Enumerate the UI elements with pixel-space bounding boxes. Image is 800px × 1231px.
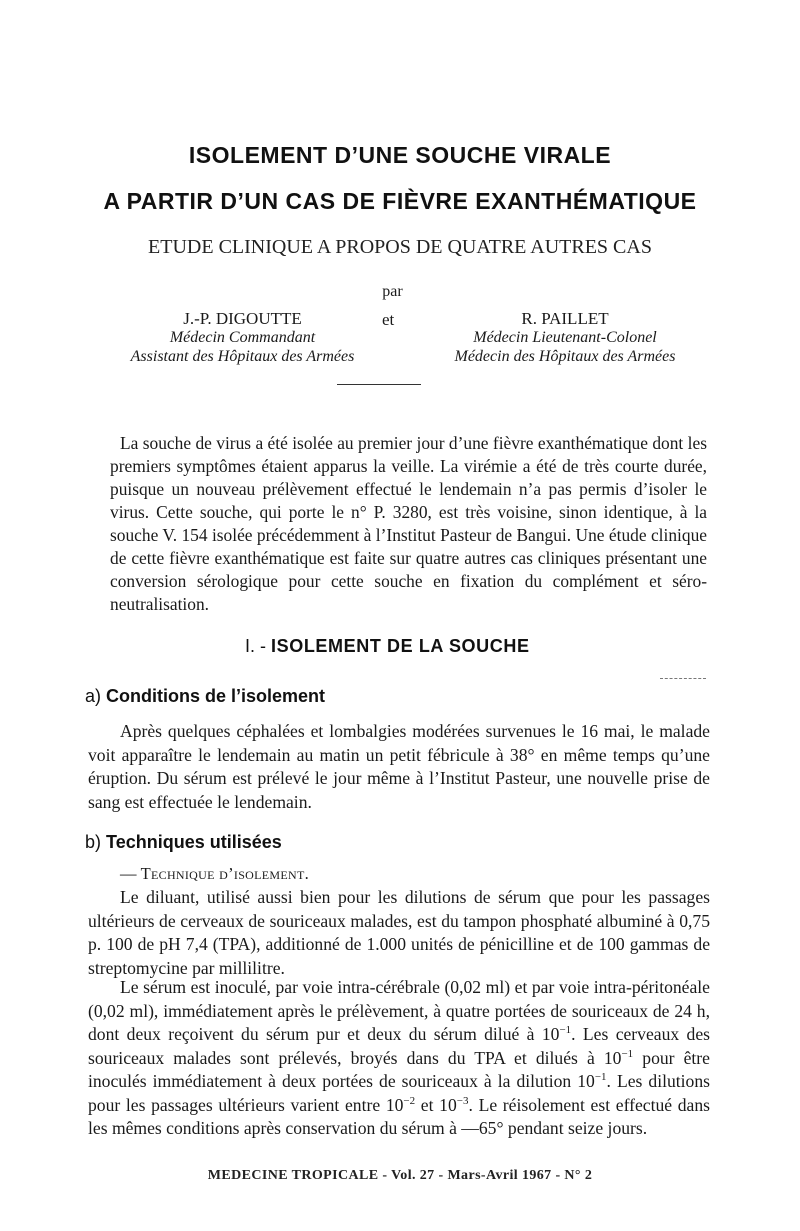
para2-text-1: Le sérum est inoculé, par voie intra-cérébrale (0,02 ml) et par voie intra-péritonéale (0,02 ml), immédiatement après le prélèvement, à quatre portées de souriceaux de 24 h, dont deux reçoivent du sérum pur et deux du sérum dilué à 10 bbox=[88, 977, 710, 1044]
exponent-3: −1 bbox=[594, 1071, 607, 1084]
technique-label-text: Technique d’isolement. bbox=[140, 864, 310, 883]
para2-text-5: et 10 bbox=[415, 1094, 457, 1115]
subsection-b-paragraph-2 bbox=[88, 976, 710, 1141]
author-2-name: R. PAILLET bbox=[521, 309, 609, 328]
exponent-4: −2 bbox=[403, 1094, 416, 1107]
exponent-2: −1 bbox=[621, 1047, 634, 1060]
article-subtitle: ETUDE CLINIQUE A PROPOS DE QUATRE AUTRES CAS bbox=[148, 236, 652, 258]
byline-et: et bbox=[382, 310, 395, 329]
technique-label bbox=[120, 864, 309, 884]
technique-dash: — bbox=[120, 864, 137, 883]
subsection-b-letter: b) bbox=[85, 832, 102, 852]
author-1-role-1: Médecin Commandant bbox=[169, 329, 316, 346]
subsection-a-title: Conditions de l’isolement bbox=[106, 686, 326, 706]
author-2 bbox=[410, 309, 720, 366]
section-heading bbox=[245, 636, 530, 657]
author-1-name: J.-P. DIGOUTTE bbox=[183, 309, 302, 328]
para2-text-2: . Les cerveaux des souriceaux malades sont prélevés, broyés dans du TPA et dilués à 10 bbox=[88, 1024, 710, 1068]
section-title: ISOLEMENT DE LA SOUCHE bbox=[271, 636, 530, 656]
subsection-b-title: Techniques utilisées bbox=[106, 832, 282, 852]
subsection-a-letter: a) bbox=[85, 686, 102, 706]
author-1 bbox=[100, 309, 385, 366]
subsection-b-paragraph-1: Le diluant, utilisé aussi bien pour les dilutions de sérum que pour les passages ultérieurs de cerveaux de souriceaux malades, est du tampon phosphaté albuminé à 0,75 p. 100 de pH 7,4 (TPA), additionné de 1.000 unités de pénicilline et de 100 gammas de streptomycine par millilitre. bbox=[88, 887, 710, 978]
subsection-a-paragraph: Après quelques céphalées et lombalgies modérées survenues le 16 mai, le malade voit apparaître le lendemain au matin un petit fébricule à 38° en même temps qu’une éruption. Du sérum est prélevé le jour même à l’Institut Pasteur, une nouvelle prise de sang est effectuée le lendemain. bbox=[88, 721, 710, 812]
subsection-a-heading bbox=[85, 686, 325, 707]
scan-mark bbox=[660, 678, 706, 679]
article-title-line1: ISOLEMENT D’UNE SOUCHE VIRALE bbox=[188, 142, 612, 168]
para2-text-6: . Le réisolement est effectué dans les mêmes conditions après conservation du sérum à —65° pendant seize jours. bbox=[88, 1094, 710, 1138]
abstract-paragraph: La souche de virus a été isolée au premier jour d’une fièvre exanthématique dont les premiers symptômes étaient apparus la veille. La virémie a été de très courte durée, puisque un nouveau prélèvement effectué le lendemain n’a pas permis d’isoler le virus. Cette souche, qui porte le n° P. 3280, est très voisine, sinon identique, à la souche V. 154 isolée précédemment à l’Institut Pasteur de Bangui. Une étude clinique de cette fièvre exanthématique est faite sur quatre autres cas cliniques présentant une conversion sérologique pour cette souche en fixation du complément et séro-neutralisation. bbox=[110, 433, 707, 614]
title-divider bbox=[337, 384, 421, 385]
exponent-5: −3 bbox=[456, 1094, 469, 1107]
para2-text-3: pour être inoculés immédiatement à deux portées de souriceaux à la dilution 10 bbox=[88, 1047, 710, 1091]
article-title-line2: A PARTIR D’UN CAS DE FIÈVRE EXANTHÉMATIQUE bbox=[103, 188, 697, 214]
author-1-role-2: Assistant des Hôpitaux des Armées bbox=[130, 348, 355, 365]
byline-par: par bbox=[382, 283, 403, 300]
journal-footer: MEDECINE TROPICALE - Vol. 27 - Mars-Avril 1967 - N° 2 bbox=[207, 1168, 593, 1183]
subsection-b-heading bbox=[85, 832, 282, 853]
section-number: I. - bbox=[245, 636, 266, 656]
author-2-role-1: Médecin Lieutenant-Colonel bbox=[473, 329, 657, 346]
exponent-1: −1 bbox=[559, 1024, 572, 1037]
author-2-role-2: Médecin des Hôpitaux des Armées bbox=[454, 348, 676, 365]
para2-text-4: . Les dilutions pour les passages ultérieurs varient entre 10 bbox=[88, 1071, 710, 1115]
